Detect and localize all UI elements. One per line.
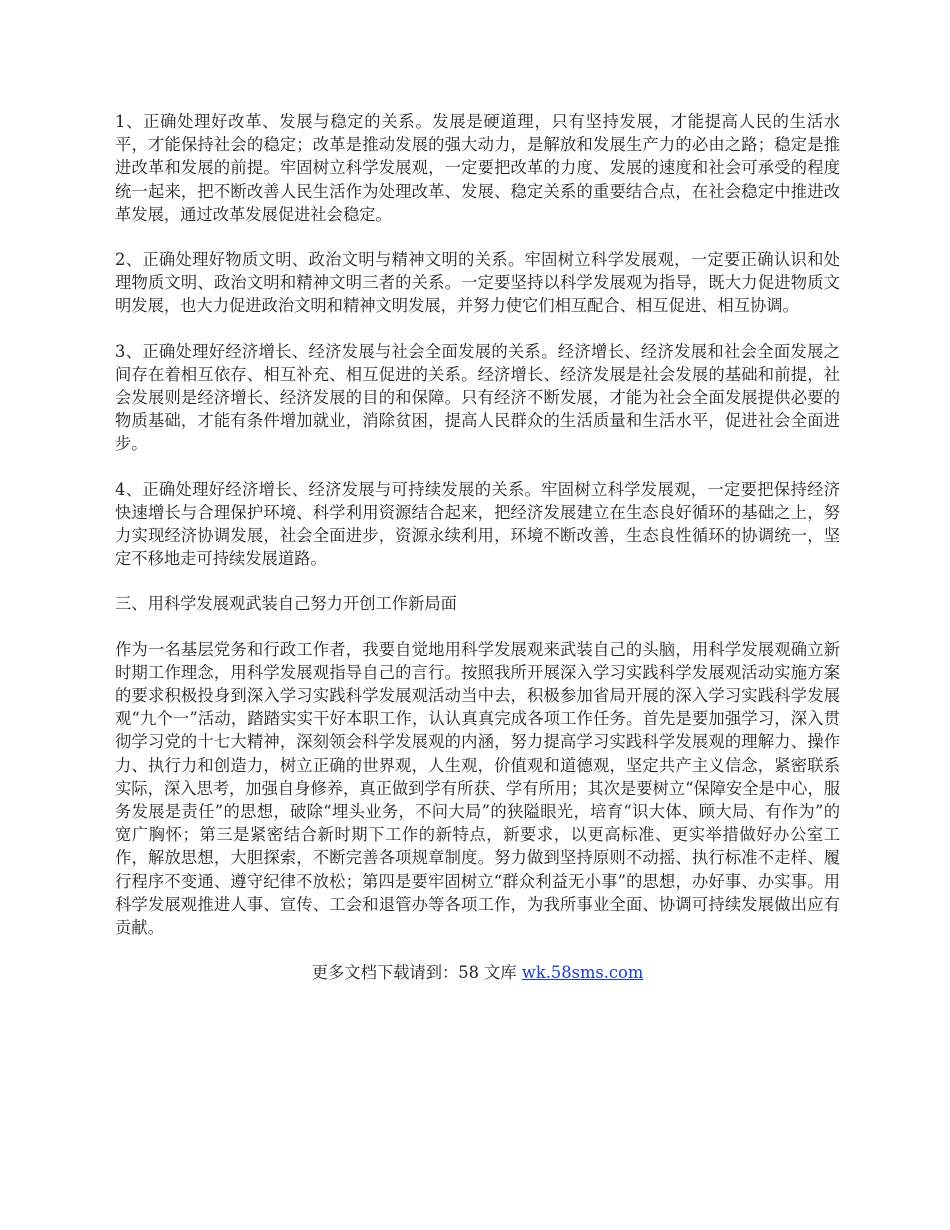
section-paragraph: 作为一名基层党务和行政工作者，我要自觉地用科学发展观来武装自己的头脑，用科学发展观确立新时期工作理念，用科学发展观指导自己的言行。按照我所开展深入学习实践科学发展观活动实施方案的要求积极投身到深入学习实践科学发展观活动当中去，积极参加省局开展的深入学习实践科学发展观“九个一”活动，踏踏实实干好本职工作，认认真真完成各项工作任务。首先是要加强学习，深入贯彻学习党的十七大精神，深刻领会科学发展观的内涵，努力提高学习实践科学发展观的理解力、操作力、执行力和创造力，树立正确的世界观，人生观，价值观和道德观，坚定共产主义信念，紧密联系实际，深入思考，加强自身修养，真正做到学有所获、学有所用；其次是要树立“保障安全是中心，服务发展是责任”的思想，破除“埋头业务，不问大局”的狭隘眼光，培育“识大体、顾大局、有作为”的宽广胸怀；第三是紧密结合新时期下工作的新特点，新要求，以更高标准、更实举措做好办公室工作，解放思想，大胆探索，不断完善各项规章制度。努力做到坚持原则不动摇、执行标准不走样、履行程序不变通、遵守纪律不放松；第四是要牢固树立“群众利益无小事”的思想，办好事、办实事。用科学发展观推进人事、宣传、工会和退管办等各项工作，为我所事业全面、协调可持续发展做出应有贡献。 xyxy=(115,639,840,938)
paragraph-3: 3、正确处理好经济增长、经济发展与社会全面发展的关系。经济增长、经济发展和社会全面发展之间存在着相互依存、相互补充、相互促进的关系。经济增长、经济发展是社会发展的基础和前提，社会发展则是经济增长、经济发展的目的和保障。只有经济不断发展，才能为社会全面发展提供必要的物质基础，才能有条件增加就业，消除贫困，提高人民群众的生活质量和生活水平，促进社会全面进步。 xyxy=(115,341,840,454)
footer xyxy=(115,961,840,984)
footer-text: 更多文档下载请到：58 文库 xyxy=(311,963,522,983)
paragraph-2: 2、正确处理好物质文明、政治文明与精神文明的关系。牢固树立科学发展观，一定要正确认识和处理物质文明、政治文明和精神文明三者的关系。一定要坚持以科学发展观为指导，既大力促进物质文明发展，也大力促进政治文明和精神文明发展，并努力使它们相互配合、相互促进、相互协调。 xyxy=(115,250,840,316)
paragraph-4: 4、正确处理好经济增长、经济发展与可持续发展的关系。牢固树立科学发展观，一定要把保持经济快速增长与合理保护环境、科学利用资源结合起来，把经济发展建立在生态良好循环的基础之上，努力实现经济协调发展，社会全面进步，资源永续利用，环境不断改善，生态良性循环的协调统一，坚定不移地走可持续发展道路。 xyxy=(115,479,840,569)
paragraph-1: 1、正确处理好改革、发展与稳定的关系。发展是硬道理，只有坚持发展，才能提高人民的生活水平，才能保持社会的稳定；改革是推动发展的强大动力，是解放和发展生产力的必由之路；稳定是推进改革和发展的前提。牢固树立科学发展观，一定要把改革的力度、发展的速度和社会可承受的程度统一起来，把不断改善人民生活作为处理改革、发展、稳定关系的重要结合点，在社会稳定中推进改革发展，通过改革发展促进社会稳定。 xyxy=(115,112,840,224)
section-heading: 三、用科学发展观武装自己努力开创工作新局面 xyxy=(115,594,457,614)
document-body xyxy=(115,110,840,985)
footer-link[interactable]: wk.58sms.com xyxy=(521,963,644,983)
